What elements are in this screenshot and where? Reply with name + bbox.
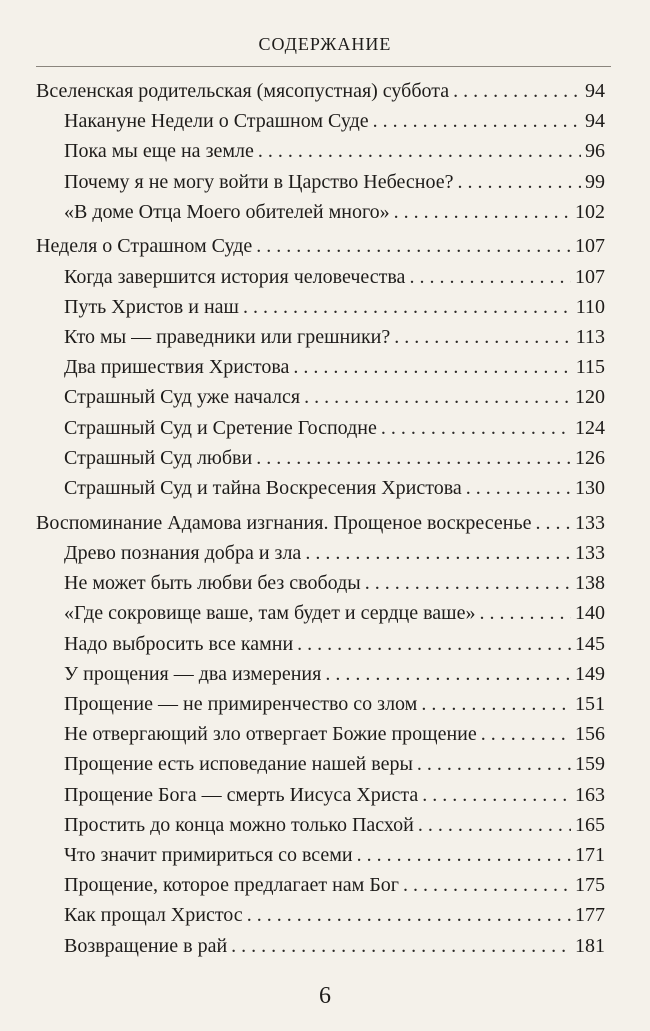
toc-entry-title: «В доме Отца Моего обителей много» (64, 201, 390, 223)
toc-entry-page: 120 (575, 386, 605, 408)
dot-leader (243, 293, 572, 321)
toc-entry-title: Страшный Суд и Сретение Господне (64, 417, 377, 439)
toc-section-entry (36, 77, 605, 105)
toc-entry (64, 781, 605, 809)
toc-entry-page: 149 (575, 663, 605, 685)
dot-leader (293, 353, 571, 381)
toc-entry (64, 932, 605, 960)
dot-leader (421, 690, 571, 718)
toc-entry-title: Прощение, которое предлагает нам Бог (64, 874, 400, 896)
toc-entry-page: 175 (575, 874, 605, 896)
toc-entry-title: Два пришествия Христова (64, 356, 290, 378)
toc-entry-title: Кто мы — праведники или грешники? (64, 326, 391, 348)
toc-entry-page: 96 (585, 140, 605, 162)
dot-leader (325, 660, 571, 688)
toc-entry (64, 569, 605, 597)
toc-entry-page: 99 (585, 171, 605, 193)
toc-entry-page: 177 (575, 904, 605, 926)
toc-entry-page: 110 (575, 296, 605, 318)
page-header-title: СОДЕРЖАНИЕ (258, 34, 392, 54)
toc-entry-title: Возвращение в рай (64, 935, 228, 957)
toc-entry (64, 690, 605, 718)
toc-entry-page: 107 (575, 266, 605, 288)
toc-entry-page: 171 (575, 844, 605, 866)
toc-entry-title: Страшный Суд и тайна Воскресения Христова (64, 477, 462, 499)
toc-entry-page: 126 (575, 447, 605, 469)
toc-entry-title: Неделя о Страшном Суде (36, 235, 253, 257)
dot-leader (256, 444, 571, 472)
dot-leader (394, 198, 571, 226)
dot-leader (403, 871, 571, 899)
toc-entry (64, 599, 605, 627)
dot-leader (365, 569, 571, 597)
toc-entry-page: 133 (575, 512, 605, 534)
toc-entry-title: Почему я не могу войти в Царство Небесное? (64, 171, 454, 193)
toc-entry-title: У прощения — два измерения (64, 663, 322, 685)
dot-leader (394, 323, 571, 351)
toc-entry-title: Простить до конца можно только Пасхой (64, 814, 414, 836)
toc-entry-page: 165 (575, 814, 605, 836)
header-rule (36, 66, 611, 67)
page-number: 6 (319, 983, 331, 1009)
toc-entry-title: Когда завершится история человечества (64, 266, 406, 288)
toc-entry-page: 94 (585, 110, 605, 132)
dot-leader (231, 932, 571, 960)
toc-entry-title: Прощение Бога — смерть Иисуса Христа (64, 784, 419, 806)
dot-leader (453, 77, 581, 105)
toc-entry-page: 94 (585, 80, 605, 102)
toc-entry-page: 156 (575, 723, 605, 745)
toc-entry-page: 140 (575, 602, 605, 624)
dot-leader (256, 232, 571, 260)
toc-entry (64, 444, 605, 472)
toc-entry-page: 138 (575, 572, 605, 594)
toc-entry (64, 539, 605, 567)
toc-entry (64, 841, 605, 869)
dot-leader (417, 750, 571, 778)
toc-entry-title: Вселенская родительская (мясопустная) суббота (36, 80, 450, 102)
toc-entry-page: 159 (575, 753, 605, 775)
toc-entry (64, 383, 605, 411)
toc-entry (64, 660, 605, 688)
toc-entry-page: 130 (575, 477, 605, 499)
toc-entry-page: 145 (575, 633, 605, 655)
dot-leader (357, 841, 571, 869)
toc-entry (64, 198, 605, 226)
toc-section-entry (36, 232, 605, 260)
toc-entry-title: Страшный Суд уже начался (64, 386, 301, 408)
toc-entry-title: Накануне Недели о Страшном Суде (64, 110, 369, 132)
toc-entry (64, 720, 605, 748)
toc-entry (64, 168, 605, 196)
toc-entry (64, 901, 605, 929)
toc-entry-title: Пока мы еще на земле (64, 140, 254, 162)
toc-entry (64, 871, 605, 899)
toc-entry-page: 133 (575, 542, 605, 564)
dot-leader (479, 599, 571, 627)
dot-leader (381, 414, 571, 442)
dot-leader (247, 901, 571, 929)
dot-leader (409, 263, 571, 291)
toc-entry-title: Не отвергающий зло отвергает Божие прощение (64, 723, 477, 745)
toc-entry-page: 151 (575, 693, 605, 715)
toc-entry-page: 113 (575, 326, 605, 348)
toc-section-entry (36, 509, 605, 537)
toc-entry-title: Что значит примириться со всеми (64, 844, 353, 866)
toc-entry (64, 323, 605, 351)
toc-entry (64, 107, 605, 135)
toc-entry-title: Не может быть любви без свободы (64, 572, 361, 594)
toc-entry-title: Прощение — не примиренчество со злом (64, 693, 418, 715)
dot-leader (466, 474, 571, 502)
toc-entry (64, 474, 605, 502)
toc-entry-title: Как прощал Христос (64, 904, 243, 926)
toc-entry-title: Путь Христов и наш (64, 296, 239, 318)
dot-leader (297, 630, 571, 658)
dot-leader (481, 720, 571, 748)
dot-leader (418, 811, 571, 839)
toc-entry-title: Воспоминание Адамова изгнания. Прощеное воскресенье (36, 512, 532, 534)
dot-leader (304, 383, 571, 411)
toc-entry (64, 630, 605, 658)
dot-leader (258, 137, 581, 165)
dot-leader (535, 509, 571, 537)
toc-entry-page: 163 (575, 784, 605, 806)
toc-entry-page: 107 (575, 235, 605, 257)
toc-entry (64, 750, 605, 778)
toc-entry-title: Надо выбросить все камни (64, 633, 294, 655)
toc-entry-page: 124 (575, 417, 605, 439)
toc-entry-page: 181 (575, 935, 605, 957)
toc-entry (64, 263, 605, 291)
toc-entry-title: «Где сокровище ваше, там будет и сердце ваше» (64, 602, 476, 624)
toc-entry (64, 353, 605, 381)
toc-entry-page: 102 (575, 201, 605, 223)
toc-entry (64, 811, 605, 839)
dot-leader (305, 539, 571, 567)
dot-leader (373, 107, 581, 135)
dot-leader (457, 168, 581, 196)
toc-entry-page: 115 (575, 356, 605, 378)
toc-entry (64, 293, 605, 321)
toc-entry-title: Страшный Суд любви (64, 447, 253, 469)
toc-entry (64, 414, 605, 442)
toc-entry (64, 137, 605, 165)
toc-entry-title: Древо познания добра и зла (64, 542, 302, 564)
toc-entry-title: Прощение есть исповедание нашей веры (64, 753, 413, 775)
dot-leader (422, 781, 571, 809)
